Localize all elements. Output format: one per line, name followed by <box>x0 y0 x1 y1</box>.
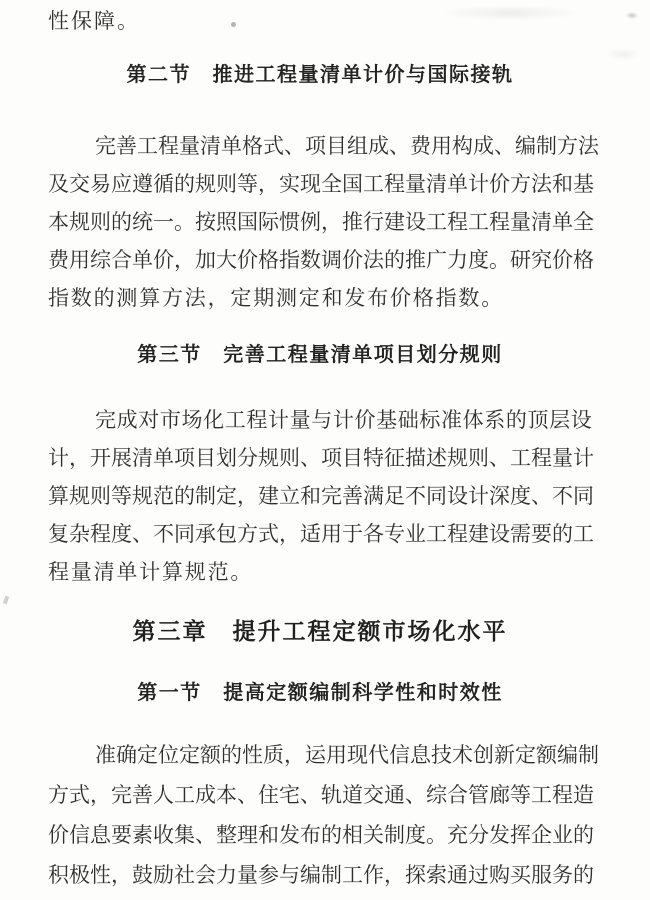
text-line: 算 规 则 等 规 范 的 制 定 ， 建 立 和 完 善 满 足 不 同 设 计 深 度 、 不 同 <box>48 484 594 508</box>
chapter-3-heading: 第三章 提升工程定额市场化水平 <box>132 618 508 644</box>
text-line: 积 极 性 ， 鼓 励 社 会 力 量 参 与 编 制 工 作 ， 探 索 通 过 购 买 服 务 的 <box>48 863 594 887</box>
text-line: 价 信 息 要 素 收 集 、 整 理 和 发 布 的 相 关 制 度 。 充 分 发 挥 企 业 的 <box>48 823 594 847</box>
text-line: 准 确 定 位 定 额 的 性 质 ， 运 用 现 代 信 息 技 术 创 新 定 额 编 制 <box>95 743 599 767</box>
scan-artifact <box>626 12 638 19</box>
chapter-3-section-1-paragraph <box>48 734 599 894</box>
chapter-3-section-1-heading: 第一节 提高定额编制科学性和时效性 <box>137 682 503 704</box>
paragraph-continuation-line: 性保障。 <box>48 9 140 33</box>
text-line: 指数的测算方法，定期测定和发布价格指数。 <box>48 286 504 310</box>
section-3-paragraph <box>48 400 592 590</box>
section-3-heading: 第三节 完善工程量清单项目划分规则 <box>137 344 503 366</box>
text-line: 本 规 则 的 统 一 。 按 照 国 际 惯 例 ， 推 行 建 设 工 程 工 程 量 清 单 全 <box>48 210 594 234</box>
section-2-heading: 第二节 推进工程量清单计价与国际接轨 <box>126 64 514 86</box>
scan-artifact <box>606 48 640 60</box>
text-line: 及 交 易 应 遵 循 的 规 则 等 ， 实 现 全 国 工 程 量 清 单 计 价 方 法 和 基 <box>48 172 594 196</box>
text-line: 程量清单计算规范。 <box>48 560 254 584</box>
text-line: 复 杂 程 度 、 不 同 承 包 方 式 ， 适 用 于 各 专 业 工 程 建 设 需 要 的 工 <box>48 522 594 546</box>
text-line: 完 成 对 市 场 化 工 程 计 量 与 计 价 基 础 标 准 体 系 的 顶 层 设 <box>95 408 592 432</box>
text-line: 费 用 综 合 单 价 ， 加 大 价 格 指 数 调 价 法 的 推 广 力 度 。 研 究 价 格 <box>48 248 594 272</box>
text-line: 方 式 ， 完 善 人 工 成 本 、 住 宅 、 轨 道 交 通 、 综 合 管 廊 等 工 程 造 <box>48 783 594 807</box>
scan-artifact <box>3 596 9 605</box>
text-line: 计 ， 开 展 清 单 项 目 划 分 规 则 、 项 目 特 征 描 述 规 则 、 工 程 量 计 <box>48 446 594 470</box>
text-line: 完 善 工 程 量 清 单 格 式 、 项 目 组 成 、 费 用 构 成 、 编 制 方 法 <box>95 134 599 158</box>
section-2-paragraph <box>48 126 599 316</box>
